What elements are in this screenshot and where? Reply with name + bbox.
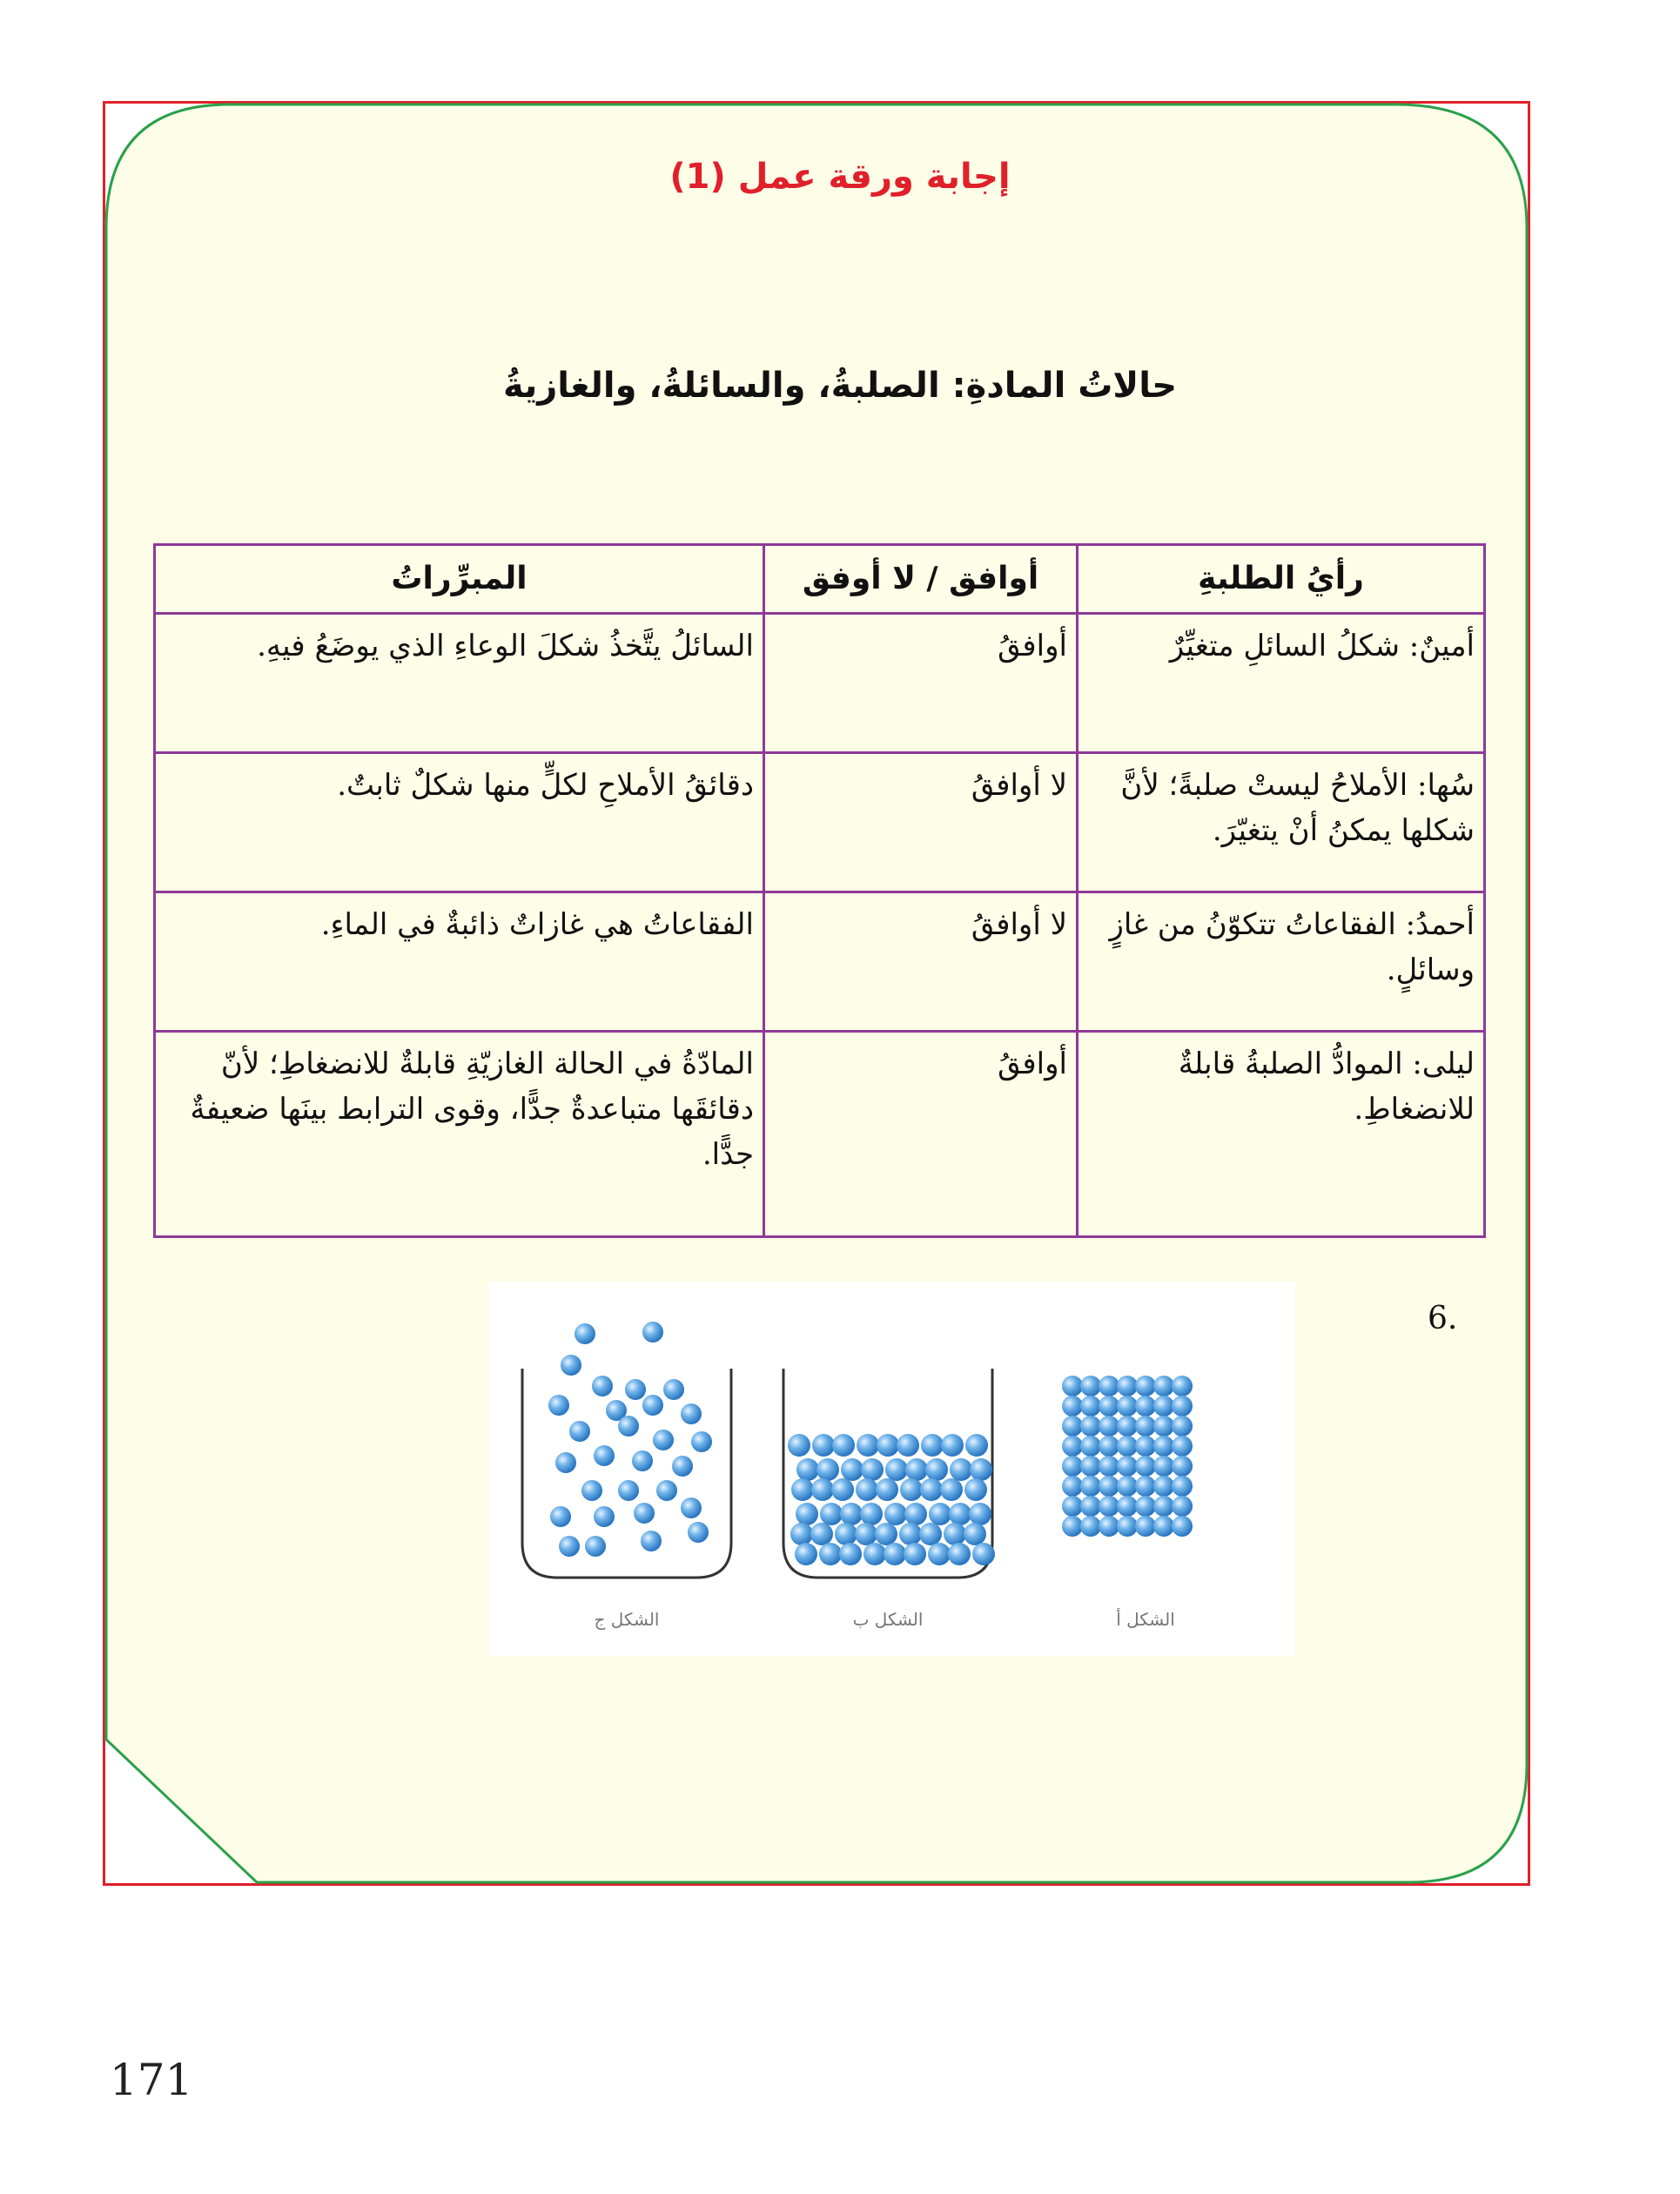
particle bbox=[1135, 1496, 1156, 1517]
agree-cell: لا أوافقُ bbox=[764, 753, 1078, 892]
particle bbox=[884, 1543, 906, 1565]
agree-cell: أوافقُ bbox=[764, 614, 1078, 753]
particle bbox=[1172, 1456, 1193, 1477]
particle bbox=[1172, 1496, 1193, 1517]
opinions-table bbox=[153, 543, 1486, 1238]
particle bbox=[1117, 1516, 1138, 1537]
particle bbox=[949, 1503, 971, 1525]
particle bbox=[569, 1421, 590, 1442]
particle bbox=[550, 1506, 571, 1527]
particle bbox=[1135, 1396, 1156, 1417]
particle bbox=[1172, 1396, 1193, 1417]
particle bbox=[929, 1503, 951, 1525]
particle bbox=[832, 1434, 855, 1457]
particle bbox=[1062, 1476, 1083, 1497]
particle bbox=[861, 1458, 884, 1481]
particle bbox=[964, 1523, 986, 1545]
particle bbox=[860, 1503, 883, 1525]
particle bbox=[788, 1434, 810, 1457]
table-row bbox=[155, 614, 1485, 753]
particle bbox=[884, 1503, 907, 1525]
particle bbox=[919, 1523, 942, 1545]
particle bbox=[905, 1458, 928, 1481]
particle bbox=[877, 1434, 899, 1457]
particle bbox=[1080, 1376, 1101, 1396]
particle bbox=[1062, 1496, 1083, 1517]
particle bbox=[811, 1478, 834, 1501]
particle bbox=[1080, 1416, 1101, 1437]
particle bbox=[681, 1403, 702, 1424]
particle bbox=[1080, 1396, 1101, 1417]
particle bbox=[876, 1478, 898, 1501]
particle bbox=[1153, 1436, 1174, 1457]
particle bbox=[1099, 1456, 1119, 1477]
particle bbox=[559, 1536, 580, 1557]
opinion-cell: أحمدُ: الفقاعاتُ تتكوّنُ من غازٍ وسائلٍ. bbox=[1078, 892, 1485, 1032]
particle bbox=[1135, 1456, 1156, 1477]
particle bbox=[1153, 1376, 1174, 1396]
particle bbox=[921, 1434, 944, 1457]
justification-cell: الفقاعاتُ هي غازاتٌ ذائبةٌ في الماءِ. bbox=[155, 892, 764, 1032]
particle bbox=[812, 1434, 835, 1457]
header-agree: أوافق / لا أوفق bbox=[764, 545, 1078, 614]
particle bbox=[1117, 1476, 1138, 1497]
particle bbox=[1099, 1496, 1119, 1517]
particle bbox=[1135, 1376, 1156, 1396]
particle bbox=[875, 1523, 897, 1545]
particle bbox=[594, 1445, 615, 1466]
states-of-matter-figure bbox=[489, 1282, 1295, 1656]
particle bbox=[1117, 1496, 1138, 1517]
particle bbox=[899, 1523, 922, 1545]
particle bbox=[642, 1395, 663, 1416]
particle bbox=[561, 1355, 581, 1376]
particle bbox=[1172, 1416, 1193, 1437]
gas-particles bbox=[548, 1322, 712, 1557]
particle bbox=[791, 1478, 814, 1501]
particle bbox=[618, 1480, 639, 1501]
particle bbox=[835, 1523, 857, 1545]
particle bbox=[897, 1434, 919, 1457]
opinion-cell: سُها: الأملاحُ ليستْ صلبةً؛ لأنَّ شكلها يمكنُ أنْ يتغيّرَ. bbox=[1078, 753, 1485, 892]
particle bbox=[855, 1523, 877, 1545]
particle bbox=[1153, 1396, 1174, 1417]
particle bbox=[1080, 1456, 1101, 1477]
particle bbox=[900, 1478, 923, 1501]
particle bbox=[641, 1531, 662, 1551]
particle bbox=[816, 1458, 839, 1481]
particle bbox=[1117, 1456, 1138, 1477]
particle bbox=[1062, 1396, 1083, 1417]
particle bbox=[672, 1456, 693, 1477]
particle bbox=[1099, 1516, 1119, 1537]
particle bbox=[594, 1506, 615, 1527]
opinion-cell: ليلى: الموادُّ الصلبةُ قابلةٌ للانضغاطِ. bbox=[1078, 1032, 1485, 1237]
liquid-particles bbox=[788, 1434, 995, 1565]
particle bbox=[885, 1458, 908, 1481]
particle bbox=[1099, 1416, 1119, 1437]
particle bbox=[1135, 1416, 1156, 1437]
section-title: حالاتُ المادةِ: الصلبةُ، والسائلةُ، والغازيةُ bbox=[502, 366, 1178, 406]
particle bbox=[941, 1434, 964, 1457]
solid-particles bbox=[1062, 1376, 1193, 1537]
header-justification: المبرِّراتُ bbox=[155, 545, 764, 614]
particle bbox=[1117, 1376, 1138, 1396]
particle bbox=[969, 1503, 991, 1525]
particle bbox=[796, 1458, 819, 1481]
particle bbox=[1117, 1436, 1138, 1457]
particle bbox=[928, 1543, 951, 1565]
particle bbox=[1080, 1436, 1101, 1457]
particle bbox=[681, 1497, 702, 1518]
particle bbox=[965, 1434, 988, 1457]
particle bbox=[819, 1543, 842, 1565]
question-number: .6 bbox=[1428, 1301, 1458, 1336]
particle bbox=[688, 1522, 709, 1543]
particle bbox=[796, 1503, 818, 1525]
justification-cell: السائلُ يتَّخذُ شكلَ الوعاءِ الذي يوضَعُ فيهِ. bbox=[155, 614, 764, 753]
particle bbox=[948, 1543, 971, 1565]
particle bbox=[940, 1478, 963, 1501]
particle bbox=[592, 1376, 613, 1396]
particle bbox=[1135, 1516, 1156, 1537]
particle bbox=[810, 1523, 833, 1545]
particle bbox=[1062, 1436, 1083, 1457]
particle bbox=[1062, 1516, 1083, 1537]
particle bbox=[1099, 1396, 1119, 1417]
particle bbox=[1080, 1496, 1101, 1517]
particle bbox=[642, 1322, 663, 1343]
particle bbox=[831, 1478, 854, 1501]
particle bbox=[970, 1458, 992, 1481]
agree-cell: أوافقُ bbox=[764, 1032, 1078, 1237]
particle bbox=[1099, 1476, 1119, 1497]
particle bbox=[1172, 1436, 1193, 1457]
justification-cell: دقائقُ الأملاحِ لكلٍّ منها شكلٌ ثابتٌ. bbox=[155, 753, 764, 892]
particle bbox=[1099, 1436, 1119, 1457]
opinion-cell: أمينٌ: شكلُ السائلِ متغيِّرٌ bbox=[1078, 614, 1485, 753]
figure-label-c: الشكل ج bbox=[594, 1609, 660, 1630]
particle bbox=[1099, 1376, 1119, 1396]
particle bbox=[653, 1430, 674, 1450]
particle bbox=[857, 1434, 879, 1457]
particles-illustration bbox=[489, 1282, 1295, 1604]
particle bbox=[1172, 1516, 1193, 1537]
table-row bbox=[155, 892, 1485, 1032]
particle bbox=[925, 1458, 948, 1481]
particle bbox=[1135, 1476, 1156, 1497]
particle bbox=[632, 1450, 653, 1471]
particle bbox=[1080, 1476, 1101, 1497]
particle bbox=[585, 1536, 606, 1557]
particle bbox=[1172, 1476, 1193, 1497]
particle bbox=[656, 1480, 677, 1501]
particle bbox=[820, 1503, 843, 1525]
particle bbox=[581, 1480, 602, 1501]
particle bbox=[839, 1543, 862, 1565]
particle bbox=[864, 1543, 886, 1565]
particle bbox=[1135, 1436, 1156, 1457]
particle bbox=[841, 1458, 864, 1481]
particle bbox=[1062, 1376, 1083, 1396]
particle bbox=[840, 1503, 863, 1525]
particle bbox=[575, 1323, 595, 1344]
particle bbox=[634, 1503, 655, 1524]
particle bbox=[964, 1478, 987, 1501]
agree-cell: لا أوافقُ bbox=[764, 892, 1078, 1032]
figure-label-b: الشكل ب bbox=[852, 1609, 924, 1630]
particle bbox=[972, 1543, 995, 1565]
particle bbox=[1153, 1516, 1174, 1537]
particle bbox=[1153, 1476, 1174, 1497]
header-student-opinion: رأيُ الطلبةِ bbox=[1078, 545, 1485, 614]
particle bbox=[663, 1379, 684, 1400]
particle bbox=[904, 1503, 927, 1525]
particle bbox=[691, 1431, 712, 1452]
justification-cell: المادّةُ في الحالة الغازيّةِ قابلةٌ للانضغاطِ؛ لأنّ دقائقَها متباعدةٌ جدًّا، وقوى الترابط بينَها ضعيفةٌ جدًّا. bbox=[155, 1032, 764, 1237]
particle bbox=[795, 1543, 817, 1565]
page-number: 171 bbox=[110, 2055, 193, 2105]
table-header-row bbox=[155, 545, 1485, 614]
particle bbox=[1153, 1496, 1174, 1517]
particle bbox=[548, 1395, 569, 1416]
particle bbox=[1117, 1396, 1138, 1417]
particle bbox=[1080, 1516, 1101, 1537]
particle bbox=[944, 1523, 966, 1545]
particle bbox=[856, 1478, 878, 1501]
particle bbox=[1062, 1456, 1083, 1477]
particle bbox=[1153, 1416, 1174, 1437]
particle bbox=[904, 1543, 926, 1565]
particle bbox=[625, 1379, 646, 1400]
particle bbox=[920, 1478, 943, 1501]
particle bbox=[618, 1416, 639, 1437]
figure-label-a: الشكل أ bbox=[1116, 1609, 1175, 1630]
particle bbox=[790, 1523, 813, 1545]
particle bbox=[1172, 1376, 1193, 1396]
particle bbox=[555, 1452, 576, 1473]
particle bbox=[1117, 1416, 1138, 1437]
table-row bbox=[155, 753, 1485, 892]
particle bbox=[950, 1458, 972, 1481]
table-row bbox=[155, 1032, 1485, 1237]
particle bbox=[1153, 1456, 1174, 1477]
worksheet-heading: إجابة ورقة عمل (1) bbox=[669, 157, 1011, 197]
particle bbox=[1062, 1416, 1083, 1437]
